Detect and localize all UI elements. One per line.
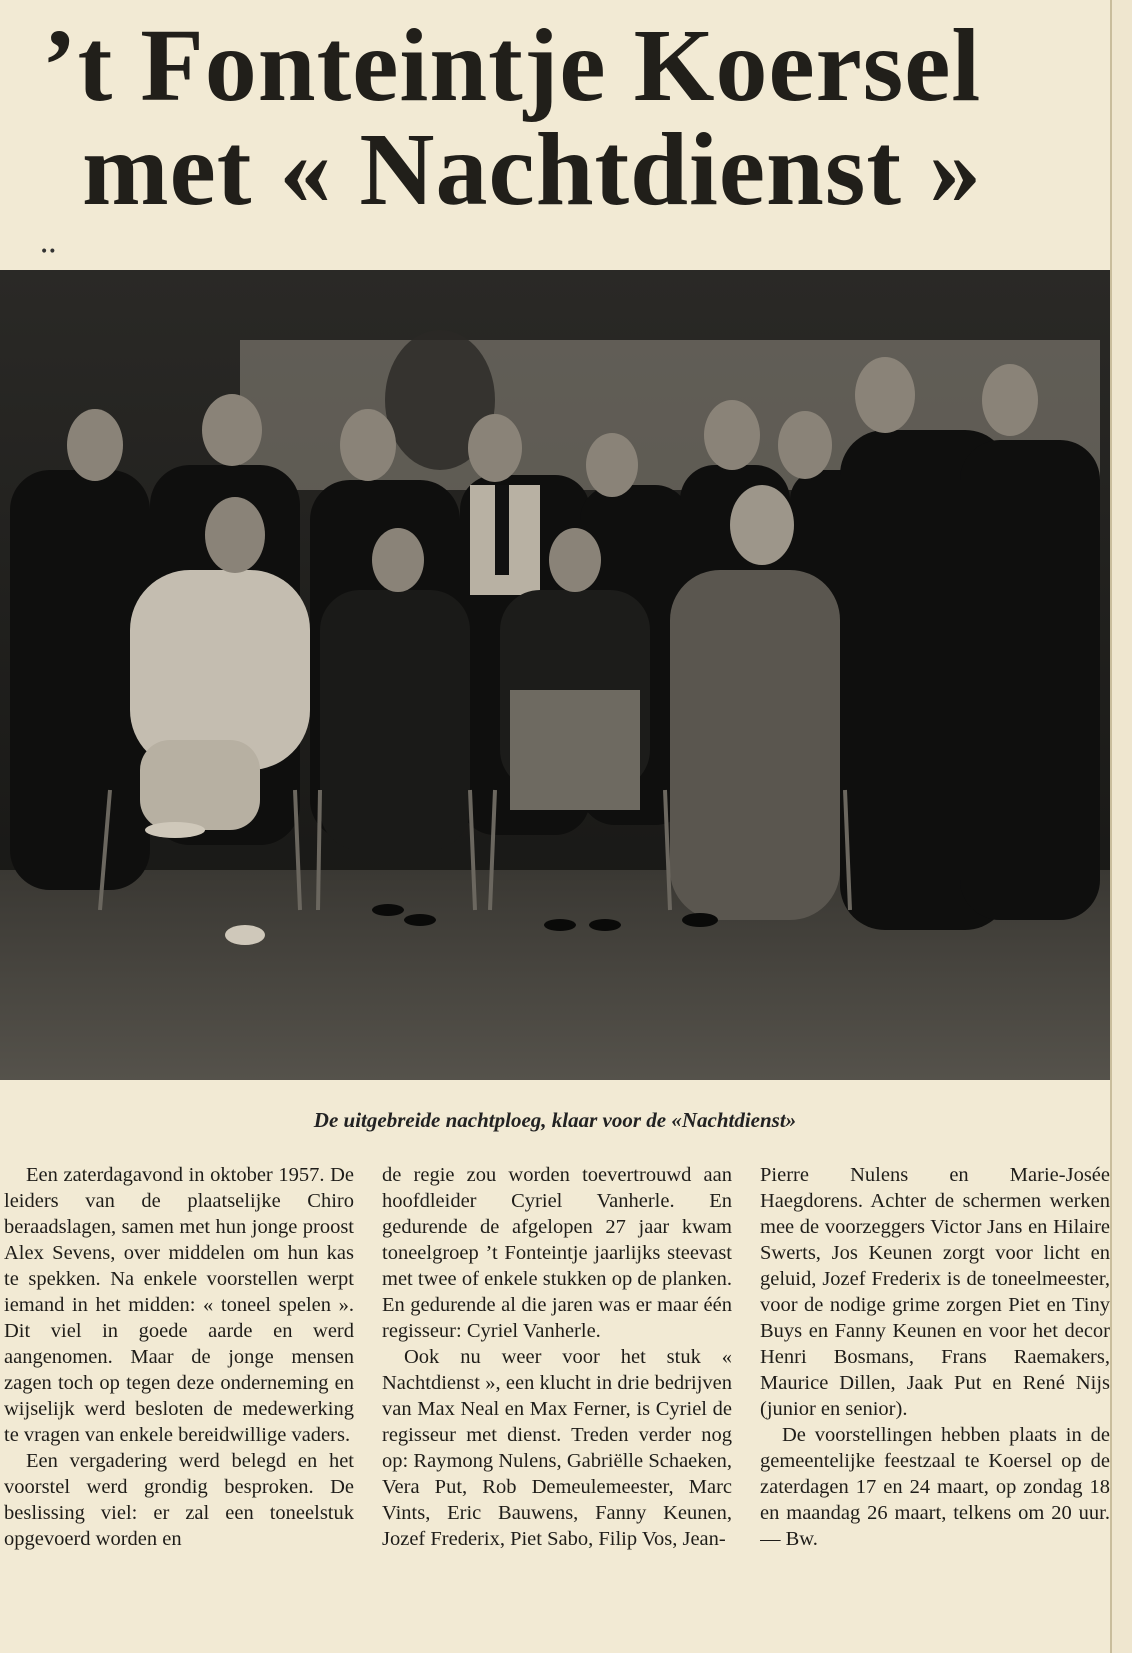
text-column-3	[760, 1162, 1110, 1652]
paragraph: Ook nu weer voor het stuk « Nachtdienst », een klucht in drie bedrijven van Max Neal en Max Ferner, is Cyriel de regisseur met dienst. Treden verder nog op: Raymong Nulens, Gabriëlle Schaeken, Vera Put, Rob Demeulemeester, Marc Vints, Eric Bauwens, Fanny Keunen, Jozef Frederix, Piet Sabo, Filip Vos, Jean-	[382, 1346, 732, 1550]
ornament: ••	[40, 244, 57, 260]
group-photo	[0, 270, 1110, 1080]
text-column-1	[4, 1162, 354, 1652]
headline-line-1: ’t Fonteintje Koersel	[42, 8, 982, 123]
paragraph: de regie zou worden toevertrouwd aan hoofdleider Cyriel Vanherle. En gedurende de afgelopen 27 jaar kwam toneelgroep ’t Fonteintje jaarlijks steevast met twee of enkele stukken op de planken. En gedurende al die jaren was er maar één regisseur: Cyriel Vanherle.	[382, 1164, 732, 1342]
headline	[42, 8, 1082, 227]
photo-caption: De uitgebreide nachtploeg, klaar voor de «Nachtdienst»	[313, 1108, 797, 1132]
paragraph: De voorstellingen hebben plaats in de gemeentelijke feestzaal te Koersel op de zaterdagen 17 en 24 maart, op zondag 18 en maandag 26 maart, telkens om 20 uur. — Bw.	[760, 1424, 1110, 1550]
paragraph: Pierre Nulens en Marie-Josée Haegdorens. Achter de schermen werken mee de voorzeggers Victor Jans en Hilaire Swerts, Jos Keunen zorgt voor licht en geluid, Jozef Frederix is de toneelmeester, voor de nodige grime zorgen Piet en Tiny Buys en Fanny Keunen en voor het decor Henri Bosmans, Frans Raemakers, Maurice Dillen, Jaak Put en René Nijs (junior en senior).	[760, 1164, 1110, 1420]
paragraph: Een zaterdagavond in oktober 1957. De leiders van de plaatselijke Chiro beraadslagen, samen met hun jonge proost Alex Sevens, over middelen om hun kas te spekken. Na enkele voorstellen werpt iemand in het midden: « toneel spelen ». Dit viel in goede aarde en werd aangenomen. Maar de jonge mensen zagen toch op tegen deze onderneming en wijselijk werd besloten de medewerking te vragen van enkele bereidwillige vaders.	[4, 1164, 354, 1446]
group-photo-icon	[0, 270, 1110, 1080]
headline-line-2: met « Nachtdienst »	[82, 112, 983, 227]
text-column-2	[382, 1162, 732, 1652]
paragraph: Een vergadering werd belegd en het voorstel werd grondig besproken. De beslissing viel: er zal een toneelstuk opgevoerd worden en	[4, 1450, 354, 1550]
